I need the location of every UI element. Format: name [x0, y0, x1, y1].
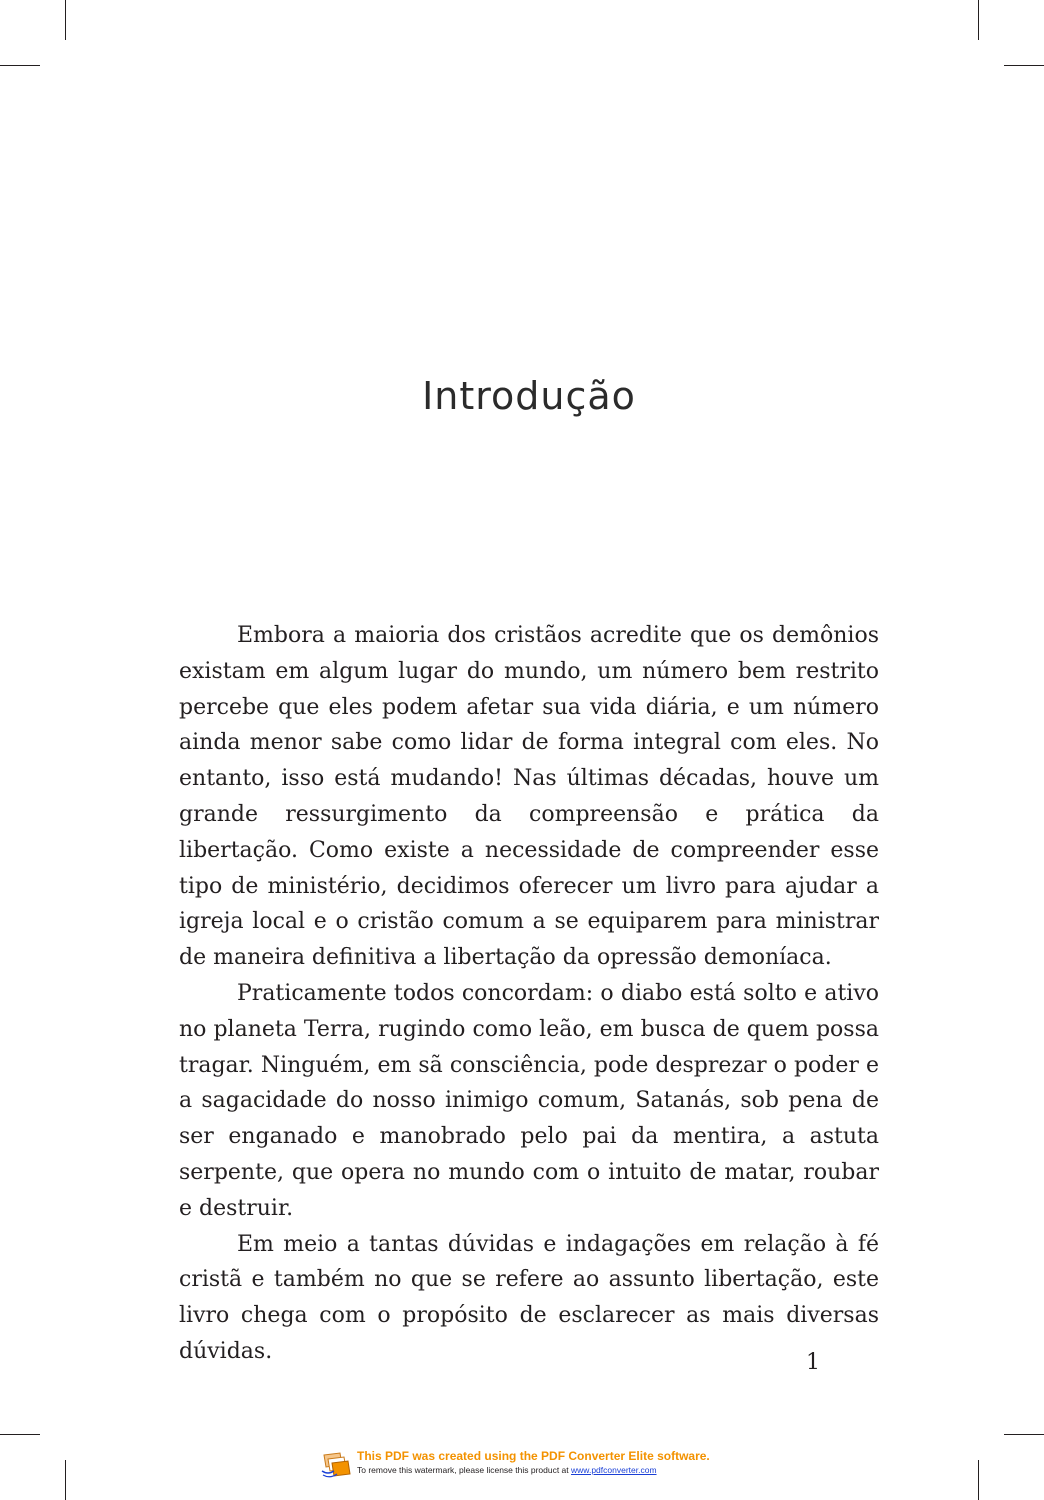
- crop-mark-bottom-left-horizontal: [0, 1434, 40, 1435]
- watermark-title: This PDF was created using the PDF Converter Elite software.: [357, 1449, 710, 1463]
- page-number: 1: [806, 1350, 820, 1375]
- crop-mark-bottom-right-vertical: [978, 1460, 979, 1500]
- crop-mark-bottom-right-horizontal: [1004, 1434, 1044, 1435]
- watermark-license-text: [357, 1465, 657, 1475]
- crop-mark-top-right-horizontal: [1004, 65, 1044, 66]
- chapter-title: Introdução: [422, 374, 636, 418]
- pdf-converter-logo-icon: [320, 1449, 352, 1479]
- watermark-link[interactable]: www.pdfconverter.com: [571, 1465, 657, 1475]
- watermark-license-prefix: To remove this watermark, please license this product at: [357, 1465, 572, 1475]
- paragraph-2: Praticamente todos concordam: o diabo está solto e ativo no planeta Terra, rugindo como leão, em busca de quem possa tragar. Ninguém, em sã consciência, pode desprezar o poder e a sagacidade do nosso inimigo comum, Satanás, sob pena de ser enganado e manobrado pelo pai da mentira, a astuta serpente, que opera no mundo com o intuito de matar, roubar e destruir.: [179, 980, 879, 1221]
- crop-mark-bottom-left-vertical: [65, 1460, 66, 1500]
- body-text: [179, 618, 879, 1370]
- paragraph-1: Embora a maioria dos cristãos acredite que os demônios existam em algum lugar do mundo, um número bem restrito percebe que eles podem afetar sua vida diária, e um número ainda menor sabe como lidar de forma integral com eles. No entanto, isso está mudando! Nas últimas décadas, houve um grande ressurgimento da compreensão e prática da libertação. Como existe a necessidade de compreender esse tipo de ministério, decidimos oferecer um livro para ajudar a igreja local e o cristão comum a se equiparem para ministrar de maneira definitiva a libertação da opressão demoníaca.: [179, 623, 879, 971]
- watermark: [320, 1449, 740, 1481]
- crop-mark-top-left-vertical: [65, 0, 66, 40]
- crop-mark-top-right-vertical: [978, 0, 979, 40]
- crop-mark-top-left-horizontal: [0, 65, 40, 66]
- paragraph-3: Em meio a tantas dúvidas e indagações em relação à fé cristã e também no que se refere ao assunto libertação, este livro chega com o propósito de esclarecer as mais diversas dúvidas.: [179, 1231, 879, 1364]
